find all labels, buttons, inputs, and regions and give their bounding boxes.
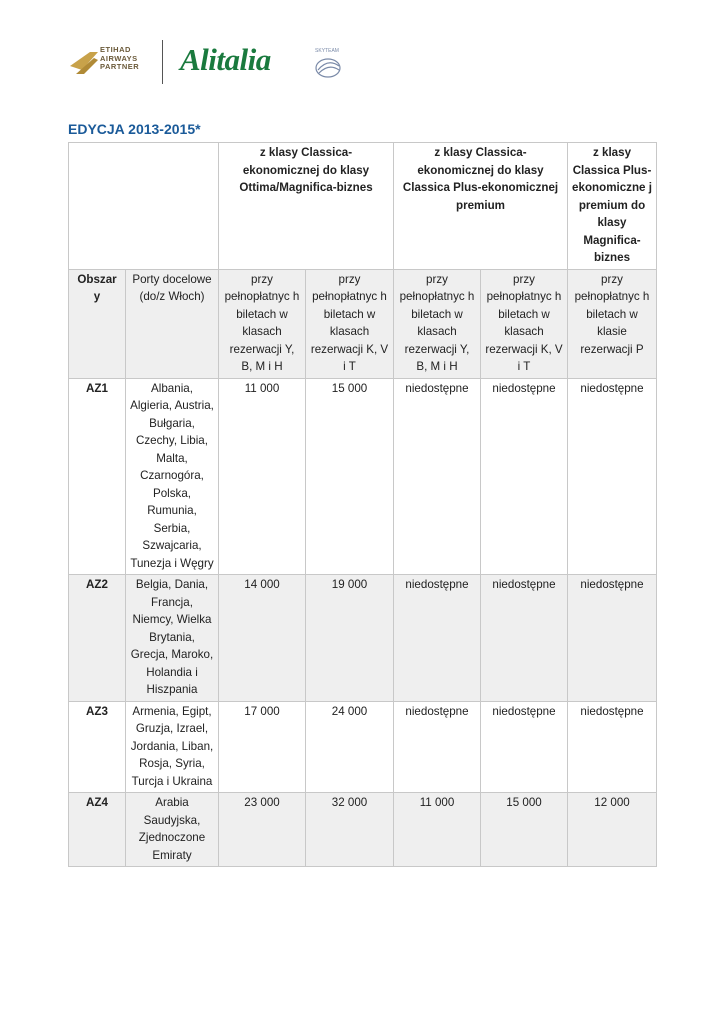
header-class-group-3: z klasy Classica Plus-ekonomiczne j premium do klasy Magnifica-biznes <box>568 143 657 270</box>
value-cell: 12 000 <box>568 793 657 867</box>
value-cell: niedostępne <box>481 701 568 793</box>
zone-cell: AZ3 <box>69 701 126 793</box>
zone-cell: AZ4 <box>69 793 126 867</box>
alitalia-logo: Alitalia <box>180 42 271 77</box>
table-row <box>69 378 657 575</box>
table-row <box>69 793 657 867</box>
value-cell: niedostępne <box>568 701 657 793</box>
header-booking-c3: przy pełnopłatnyc h biletach w klasach rezerwacji Y, B, M i H <box>394 269 481 378</box>
skyteam-text: SKYTEAM <box>315 48 339 54</box>
value-cell: 23 000 <box>219 793 306 867</box>
header-booking-c1: przy pełnopłatnyc h biletach w klasach rezerwacji Y, B, M i H <box>219 269 306 378</box>
header-class-group-1: z klasy Classica-ekonomicznej do klasy Ottima/Magnifica-biznes <box>219 143 394 270</box>
value-cell: 11 000 <box>394 793 481 867</box>
table-row <box>69 701 657 793</box>
logo-divider <box>162 40 163 84</box>
ports-cell: Albania, Algieria, Austria, Bułgaria, Czechy, Libia, Malta, Czarnogóra, Polska, Rumunia, Serbia, Szwajcaria, Tunezja i Węgry <box>126 378 219 575</box>
value-cell: 24 000 <box>306 701 394 793</box>
value-cell: niedostępne <box>568 575 657 702</box>
value-cell: 17 000 <box>219 701 306 793</box>
skyteam-logo <box>311 44 343 82</box>
value-cell: niedostępne <box>394 378 481 575</box>
value-cell: 15 000 <box>481 793 568 867</box>
value-cell: niedostępne <box>394 701 481 793</box>
value-cell: 15 000 <box>306 378 394 575</box>
value-cell: niedostępne <box>394 575 481 702</box>
value-cell: niedostępne <box>568 378 657 575</box>
value-cell: 11 000 <box>219 378 306 575</box>
table-row <box>69 575 657 702</box>
value-cell: niedostępne <box>481 378 568 575</box>
header-row-classes <box>69 143 657 270</box>
ports-cell: Armenia, Egipt, Gruzja, Izrael, Jordania, Liban, Rosja, Syria, Turcja i Ukraina <box>126 701 219 793</box>
etihad-partner-text: ETIHAD AIRWAYS PARTNER <box>100 45 140 71</box>
header-ports: Porty docelowe (do/z Włoch) <box>126 269 219 378</box>
header-booking-c2: przy pełnopłatnyc h biletach w klasach rezerwacji K, V i T <box>306 269 394 378</box>
header-row-booking <box>69 269 657 378</box>
zone-cell: AZ1 <box>69 378 126 575</box>
ports-cell: Arabia Saudyjska, Zjednoczone Emiraty <box>126 793 219 867</box>
page-header <box>68 40 358 84</box>
value-cell: 19 000 <box>306 575 394 702</box>
ports-cell: Belgia, Dania, Francja, Niemcy, Wielka Brytania, Grecja, Maroko, Holandia i Hiszpania <box>126 575 219 702</box>
header-empty-cell <box>69 143 219 270</box>
zone-cell: AZ2 <box>69 575 126 702</box>
value-cell: 32 000 <box>306 793 394 867</box>
value-cell: niedostępne <box>481 575 568 702</box>
header-booking-c5: przy pełnopłatnyc h biletach w klasie rezerwacji P <box>568 269 657 378</box>
page-title: EDYCJA 2013-2015* <box>68 121 201 137</box>
header-class-group-2: z klasy Classica-ekonomicznej do klasy Classica Plus-ekonomicznej premium <box>394 143 568 270</box>
value-cell: 14 000 <box>219 575 306 702</box>
header-area: Obszar y <box>69 269 126 378</box>
header-booking-c4: przy pełnopłatnyc h biletach w klasach rezerwacji K, V i T <box>481 269 568 378</box>
miles-table <box>68 142 657 867</box>
